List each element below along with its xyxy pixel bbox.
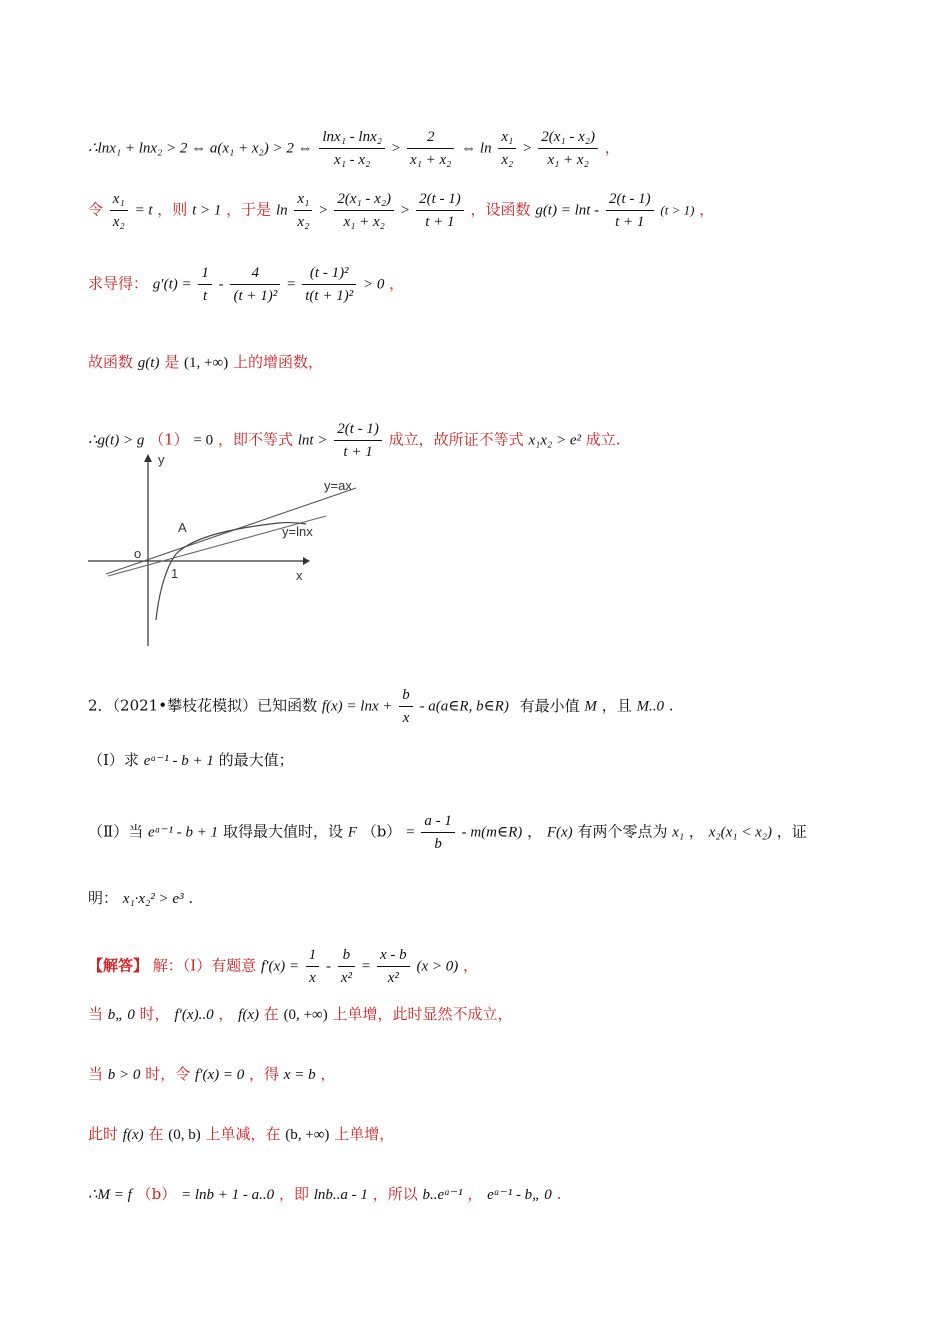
text-jibudengshi: ，即不等式 [217, 430, 293, 449]
text-chengli: 成立，故所证不等式 [388, 430, 524, 449]
fraction-denominator: t [203, 288, 208, 304]
x-axis-arrow [303, 557, 310, 565]
f-prime-sign: f′(x)..0 [174, 1007, 214, 1023]
minus-sign: - [218, 276, 224, 293]
condition-M: M..0 [636, 698, 664, 715]
y-axis-arrow [144, 454, 152, 462]
relation-symbol: > [391, 140, 401, 157]
x-axis-label: x [296, 568, 303, 583]
equals-zero: = 0 [193, 432, 214, 449]
x-equals-b: x = b [283, 1067, 316, 1083]
f-prime-zero: f′(x) = 0 [195, 1067, 245, 1083]
text-monotone: 上单增，此时显然不成立， [332, 1005, 513, 1023]
fraction-denominator: x₂ [501, 152, 514, 168]
problem-number: 2．（2021•攀枝花模拟）已知函数 [88, 696, 318, 715]
domain: (t > 1) [660, 202, 695, 218]
fraction-difference-over-sum [334, 190, 394, 231]
part-1-ask: 的最大值； [218, 751, 294, 769]
symbol-M: M [584, 698, 597, 715]
f-of-x: f(x) [238, 1007, 259, 1023]
fraction-ratio [294, 190, 312, 231]
text-zai: 在 [263, 1005, 279, 1023]
fraction-denominator: t + 1 [615, 214, 645, 230]
part-2-take: 取得最大值时，设 [222, 822, 343, 841]
fraction-difference-over-sum [538, 128, 598, 169]
fraction-denominator: x₂ [297, 214, 310, 230]
text-zai: 在 [148, 1125, 164, 1143]
fraction-denominator: x₁ + x₂ [343, 214, 385, 230]
minus-sign: - [326, 958, 332, 975]
text-chengli-end: 成立. [585, 430, 621, 449]
text-shi-ling: 时，令 [145, 1065, 191, 1083]
text-ze: ，则 [157, 200, 188, 219]
interval: (1, +∞) [184, 355, 229, 371]
solution-line-2 [88, 1004, 513, 1025]
fraction-one-over-x [306, 946, 320, 987]
text-shi: 是 [164, 353, 180, 371]
one-label: 1 [171, 566, 179, 581]
problem-2-part-2-cont [88, 888, 193, 909]
case-condition: b > 0 [107, 1067, 141, 1083]
solution-line-5 [88, 1184, 561, 1205]
relation-symbol: > [400, 202, 410, 219]
part-1-label: （Ⅰ）求 [88, 751, 139, 769]
problem-2-part-2 [88, 812, 807, 853]
fraction-log-difference [319, 128, 385, 169]
fraction-numerator: x₁ [110, 190, 128, 211]
fraction-numerator: (t - 1)² [302, 264, 356, 285]
fraction-denominator: x₁ + x₂ [547, 152, 589, 168]
fraction-b-over-x2 [338, 946, 355, 987]
conclusion-prefix: ∴g(t) > g [88, 432, 145, 449]
fraction-numerator: 2(t - 1) [334, 420, 382, 441]
fraction-numerator: 1 [306, 946, 320, 967]
punctuation: . [188, 889, 194, 907]
fraction-a-minus-1-over-b [421, 812, 455, 853]
fraction-derivative-result [302, 264, 356, 305]
point-a-label: A [178, 520, 187, 535]
target-inequality: x₁·x₂² > e³ [122, 891, 184, 907]
final-expression: eᵃ⁻¹ - b„ 0 [487, 1187, 552, 1203]
fraction-denominator: x₂ [112, 214, 125, 230]
fraction-four [230, 264, 280, 305]
text-b: （b） [361, 822, 402, 841]
fraction-denominator: x [309, 970, 316, 986]
text-decreasing: 上单减，在 [205, 1125, 281, 1143]
fraction-numerator: 2(t - 1) [416, 190, 464, 211]
proof-line-4 [88, 352, 323, 373]
text-ming: 明： [88, 889, 119, 907]
text-dang: 当 [88, 1065, 104, 1083]
fraction-numerator: 2 [407, 128, 454, 149]
interval: (0, +∞) [283, 1007, 328, 1023]
g-of-t: g(t) [137, 355, 160, 371]
fraction-numerator: b [399, 686, 413, 707]
fraction-two-over-sum [407, 128, 454, 169]
text-shehanshu: ，设函数 [470, 200, 531, 219]
fraction-numerator: 2(t - 1) [606, 190, 654, 211]
punctuation: ， [463, 956, 479, 975]
fraction-x-minus-b-over-x2 [377, 946, 410, 987]
f-prime: f′(x) = [261, 958, 299, 975]
text-b: （b） [136, 1185, 177, 1203]
answer-tag: 【解答】 [88, 956, 149, 975]
lnt-relation: lnt > [297, 432, 328, 449]
text-de: ，得 [249, 1065, 280, 1083]
fraction-numerator: b [338, 946, 355, 967]
fraction-t-form [606, 190, 654, 231]
fraction-substitution [110, 190, 128, 231]
fraction-t-form [416, 190, 464, 231]
text-shi: 时， [139, 1005, 170, 1023]
f-definition: f(x) = lnx + [321, 698, 393, 715]
text-one: （1） [149, 430, 189, 449]
fraction-ratio [498, 128, 516, 169]
y-axis-label: y [158, 452, 165, 467]
fraction-denominator: t + 1 [343, 444, 373, 460]
fraction-denominator: (t + 1)² [233, 288, 278, 304]
equivalence-ln: ⇔ ln [461, 140, 492, 157]
text-qie: ，且 [601, 696, 632, 715]
text-yushi: ，于是 [226, 200, 272, 219]
fraction-denominator: x [402, 710, 410, 726]
x2-condition: x₂(x₁ < x₂) [708, 824, 772, 841]
fraction-numerator: lnx₁ - lnx₂ [319, 128, 385, 149]
proof-line-1-prefix: ∴lnx₁ + lnx₂ > 2 ⇔ a(x₁ + x₂) > 2 ⇔ [88, 140, 313, 157]
fraction-denominator: b [434, 836, 442, 852]
fraction-denominator: t(t + 1)² [305, 288, 354, 304]
punctuation: ， [604, 138, 620, 157]
t-condition: t > 1 [192, 202, 222, 219]
part-2-label: （Ⅱ）当 [88, 822, 144, 841]
text-increasing: 上的增函数， [232, 353, 323, 371]
log-inequality: lnb..a - 1 [313, 1187, 368, 1203]
g-prime: g′(t) = [152, 276, 192, 293]
m-part: - m(m∈R) [461, 824, 523, 841]
fraction-numerator: a - 1 [421, 812, 455, 833]
text-ling: 令 [88, 200, 104, 219]
interval: (b, +∞) [285, 1127, 330, 1143]
text-has-min: 有最小值 [519, 696, 580, 715]
solution-line-4 [88, 1124, 394, 1145]
punctuation: ， [688, 822, 704, 841]
text-suoyi: ，所以 [372, 1185, 418, 1203]
fraction-numerator: 4 [230, 264, 280, 285]
text-guhanshu: 故函数 [88, 353, 134, 371]
punctuation: ， [699, 200, 715, 219]
origin-label: o [134, 546, 142, 561]
f-definition-rest: - a(a∈R, b∈R) [419, 698, 509, 715]
x1: x₁ [672, 824, 685, 841]
line-label: y=ax [324, 478, 352, 493]
problem-2-statement [88, 686, 674, 727]
positive-relation: > 0 [363, 276, 385, 293]
fraction-numerator: x₁ [498, 128, 516, 149]
text-ji: ，即 [278, 1185, 309, 1203]
fraction-numerator: 2(x₁ - x₂) [538, 128, 598, 149]
final-inequality: x₁x₂ > e² [528, 432, 581, 449]
proof-line-2 [88, 190, 714, 231]
solution-line-1 [88, 946, 478, 987]
text-qiudao: 求导得： [88, 274, 149, 293]
domain: (x > 0) [416, 958, 459, 975]
symbol-F: F [347, 824, 357, 841]
case-condition: b„ 0 [107, 1007, 135, 1023]
punctuation: ， [389, 274, 405, 293]
M-equals-f: ∴M = f [88, 1187, 132, 1203]
equals-sign: = [406, 824, 415, 841]
part-2-expression: eᵃ⁻¹ - b + 1 [147, 824, 219, 841]
function-graph [84, 450, 374, 650]
text-cishi: 此时 [88, 1125, 119, 1143]
proof-line-1 [88, 128, 620, 169]
interval: (0, b) [168, 1127, 201, 1143]
punctuation: ， [467, 1185, 483, 1203]
equals-sign: = [287, 276, 296, 293]
text-jie: 解：（Ⅰ）有题意 [152, 956, 257, 975]
proof-line-3 [88, 264, 404, 305]
g-definition: g(t) = lnt - [535, 202, 600, 219]
fraction-denominator: t + 1 [425, 214, 455, 230]
equals-t: = t [134, 202, 153, 219]
solution-line-3 [88, 1064, 335, 1085]
equals-sign: = [361, 958, 371, 975]
punctuation: ， [218, 1005, 234, 1023]
fraction-numerator: 2(x₁ - x₂) [334, 190, 394, 211]
fraction-denominator: x² [387, 970, 399, 986]
relation-symbol: > [319, 202, 328, 219]
punctuation: ， [320, 1065, 336, 1083]
punctuation: ， [527, 822, 543, 841]
problem-2-part-1 [88, 750, 294, 771]
curve-label: y=lnx [282, 524, 313, 539]
text-zeros: 有两个零点为 [577, 822, 668, 841]
F-of-x: F(x) [546, 824, 573, 841]
text-dang: 当 [88, 1005, 104, 1023]
part-1-expression: eᵃ⁻¹ - b + 1 [143, 753, 214, 769]
fraction-numerator: x₁ [294, 190, 312, 211]
fraction-numerator: x - b [377, 946, 410, 967]
punctuation: . [556, 1185, 562, 1203]
fraction-denominator: x₁ - x₂ [334, 152, 371, 168]
fraction-b-over-x [399, 686, 413, 727]
fraction-denominator: x₁ + x₂ [410, 152, 452, 168]
fraction-numerator: 1 [198, 264, 212, 285]
punctuation: . [668, 696, 674, 715]
relation-symbol: > [523, 140, 532, 157]
b-inequality: b..eᵃ⁻¹ [422, 1187, 463, 1203]
fraction-one-over-t [198, 264, 212, 305]
ln-symbol: ln [275, 202, 288, 219]
fraction-denominator: x² [340, 970, 352, 986]
text-zheng: ，证 [776, 822, 807, 841]
text-increasing: 上单增， [334, 1125, 395, 1143]
min-value: = lnb + 1 - a..0 [181, 1187, 275, 1203]
f-of-x: f(x) [122, 1127, 144, 1143]
